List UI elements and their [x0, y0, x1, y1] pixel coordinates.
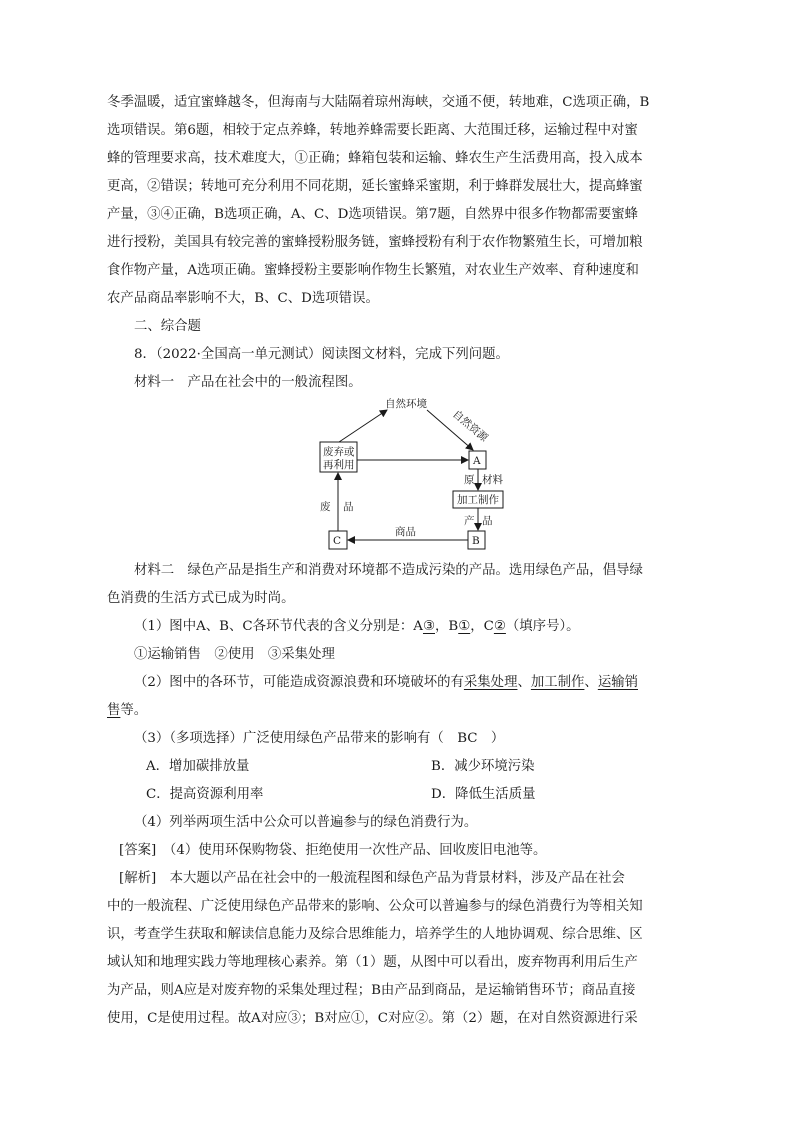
q1-prefix: （1）图中A、B、C各环节代表的含义分别是：A: [134, 619, 423, 634]
label-waste-char1: 废: [320, 501, 331, 513]
label-waste-char2: 品: [343, 501, 354, 513]
option-d: D．降低生活质量: [431, 787, 536, 802]
label-node-c: C: [333, 535, 342, 547]
question-4: （4）列举两项生活中公众可以普遍参与的绿色消费行为。: [134, 815, 478, 830]
label-processing: 加工制作: [457, 494, 499, 506]
analysis-line: 识，考查学生获取和解读信息能力及综合思维能力，培养学生的人地协调观、综合思维、区: [107, 927, 643, 942]
option-b: B．减少环境污染: [431, 759, 535, 774]
question-1-options: ①运输销售 ②使用 ③采集处理: [134, 647, 335, 662]
question-1: [107, 613, 675, 641]
q1-answer-c: ②: [493, 619, 506, 634]
q3-prefix: （3）（多项选择）广泛使用绿色产品带来的影响有（: [134, 731, 458, 746]
option-a: A．增加碳排放量: [146, 759, 250, 774]
text-line: 冬季温暖，适宜蜜蜂越冬，但海南与大陆隔着琼州海峡，交通不便，转地难，C选项正确，B: [107, 95, 650, 110]
label-raw-char: 原: [464, 474, 475, 486]
section-title: 二、综合题: [134, 319, 201, 334]
text-line: 产量，③④正确，B选项正确，A、C、D选项错误。第7题，自然界中很多作物都需要蜜蜂: [107, 207, 639, 222]
option-c: C．提高资源利用率: [146, 787, 264, 802]
q2-prefix: （2）图中的各环节，可能造成资源浪费和环境破坏的有: [134, 675, 464, 690]
q2-suffix: 等。: [120, 703, 148, 718]
label-natural-env: 自然环境: [385, 398, 427, 410]
text-line: 更高，②错误；转地可充分利用不同花期，延长蜜蜂采蜜期，利于蜂群发展壮大，提高蜂蜜: [107, 179, 643, 194]
analysis-line: 中的一般流程、广泛使用绿色产品带来的影响、公众可以普遍参与的绿色消费行为等相关知: [107, 899, 643, 914]
q1-sep: ，C: [470, 619, 494, 634]
label-natural-resource: 自然资源: [450, 408, 490, 445]
material-one: 材料一 产品在社会中的一般流程图。: [134, 375, 362, 390]
analysis-label: [解析]: [119, 871, 157, 886]
arrow-reuse-to-env: [339, 410, 387, 442]
question-3: [107, 725, 675, 753]
analysis-line: [107, 865, 675, 893]
q2-answer-3-cont: 售: [107, 703, 121, 718]
answer-text: （4）使用环保购物袋、拒绝使用一次性产品、回收废旧电池等。: [156, 843, 547, 858]
label-product-char2: 品: [482, 515, 493, 527]
question-2: [107, 669, 675, 697]
text-line: 农产品商品率影响不大，B、C、D选项错误。: [107, 291, 379, 306]
q1-suffix: （填序号）。: [505, 619, 580, 634]
answer-line: [107, 837, 675, 865]
text-line: 进行授粉，美国具有较完善的蜜蜂授粉服务链，蜜蜂授粉有利于农作物繁殖生长，可增加粮: [107, 235, 643, 250]
q3-suffix: ）: [477, 731, 505, 746]
q2-answer-1: 采集处理: [463, 675, 518, 690]
label-raw-material: 材料: [482, 474, 503, 486]
question-2-cont: [107, 697, 675, 725]
answer-label: [答案]: [119, 843, 157, 858]
analysis-line: 域认知和地理实践力等地理核心素养。第（1）题，从图中可以看出，废弃物再利用后生产: [107, 955, 638, 970]
analysis-line: 为产品，则A应是对废弃物的采集处理过程；B由产品到商品，是运输销售环节；商品直接: [107, 983, 636, 998]
question-intro: 8．（2022·全国高一单元测试）阅读图文材料，完成下列问题。: [134, 347, 509, 362]
material-two-line: 材料二 绿色产品是指生产和消费对环境都不造成污染的产品。选用绿色产品，倡导绿: [134, 563, 643, 578]
q2-answer-2: 加工制作: [530, 675, 585, 690]
label-node-b: B: [472, 535, 480, 547]
q1-answer-b: ①: [458, 619, 471, 634]
previous-analysis-paragraph: [107, 89, 675, 313]
product-flow-diagram: [107, 397, 675, 557]
text-line: 食作物产量，A选项正确。蜜蜂授粉主要影响作物生长繁殖，对农业生产效率、育种速度和: [107, 263, 639, 278]
q2-sep: 、: [584, 675, 598, 690]
text-line: 蜂的管理要求高，技术难度大，①正确；蜂箱包装和运输、蜂农生产生活费用高，投入成本: [107, 151, 643, 166]
document-body: [107, 89, 675, 1033]
q1-answer-a: ③: [422, 619, 435, 634]
label-node-a: A: [473, 455, 481, 467]
q2-answer-3: 运输销: [597, 675, 638, 690]
analysis-text: 本大题以产品在社会中的一般流程图和绿色产品为背景材料，涉及产品在社会: [156, 871, 625, 886]
label-goods: 商品: [395, 526, 416, 538]
label-waste-reuse-1: 废弃或: [323, 446, 355, 458]
analysis-line: 使用，C是使用过程。故A对应③；B对应①，C对应②。第（2）题，在对自然资源进行采: [107, 1011, 638, 1026]
material-two-line: 色消费的生活方式已成为时尚。: [107, 591, 295, 606]
label-waste-reuse-2: 再利用: [323, 459, 355, 471]
analysis-block: [107, 865, 675, 1033]
q1-sep: ，B: [435, 619, 459, 634]
flow-diagram-svg: [107, 397, 675, 557]
q2-sep: 、: [517, 675, 531, 690]
question-3-options: [107, 753, 675, 809]
q3-answer: BC: [457, 731, 478, 746]
text-line: 选项错误。第6题，相较于定点养蜂，转地养蜂需要长距离、大范围迁移，运输过程中对蜜: [107, 123, 638, 138]
label-product-char1: 产: [464, 515, 475, 527]
